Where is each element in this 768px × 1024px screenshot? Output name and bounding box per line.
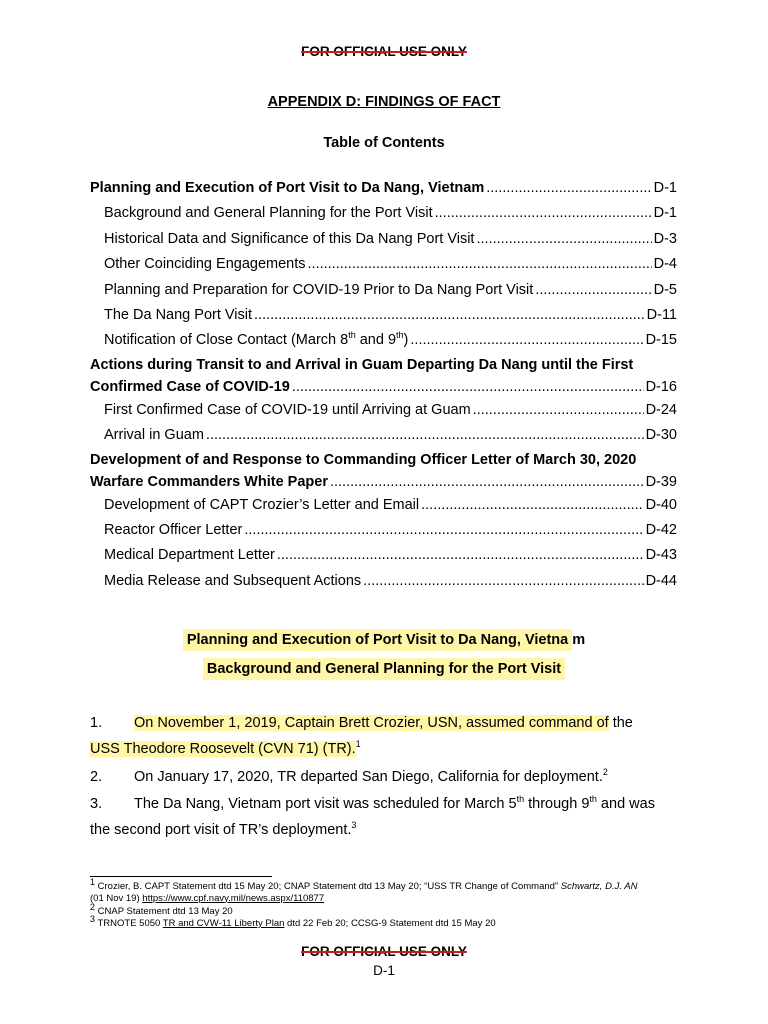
toc-entry-page: D-44 <box>645 572 677 589</box>
paragraph-text: The Da Nang, Vietnam port visit was scheduled for March 5 <box>134 796 517 812</box>
toc-label-part: and 9 <box>355 332 397 349</box>
toc-entry-label: Development of and Response to Commanding Officer Letter of March 30, 2020 <box>90 451 637 468</box>
toc-entry-label: Actions during Transit to and Arrival in Guam Departing Da Nang until the First <box>90 356 634 373</box>
toc-entry-page: D-11 <box>646 306 677 323</box>
footnote-text: Crozier, B. CAPT Statement dtd 15 May 20; CNAP Statement dtd 13 May 20; “USS TR Change of Command” <box>95 881 561 892</box>
page-number: D-1 <box>373 963 395 978</box>
toc-entry-label: Planning and Preparation for COVID-19 Prior to Da Nang Port Visit <box>104 281 534 298</box>
toc-entry[interactable] <box>90 493 677 518</box>
superscript: th <box>348 330 356 341</box>
paragraph-text: through 9 <box>524 796 590 812</box>
footnote-ref[interactable]: 2 <box>602 767 608 778</box>
toc-entry-page: D-3 <box>653 230 677 247</box>
toc-entry-page: D-24 <box>645 401 677 418</box>
superscript: th <box>396 330 404 341</box>
footnote-number: 3 <box>90 913 96 924</box>
toc-entry[interactable] <box>90 278 677 303</box>
paragraph-number: 3. <box>90 796 103 812</box>
toc-entry-label <box>104 328 408 353</box>
toc-entry[interactable] <box>90 201 677 226</box>
paragraph-text: the second port visit of TR’s deployment. <box>90 822 352 838</box>
footnote-2 <box>90 901 650 918</box>
paragraph-3 <box>90 791 680 843</box>
toc-entry-page: D-43 <box>645 547 677 564</box>
footnote-text: TRNOTE 5050 <box>95 918 163 929</box>
paragraph-2 <box>90 764 680 790</box>
paragraph-number: 2. <box>90 769 103 785</box>
footnote-italic: Schwartz, D.J. AN <box>560 881 638 892</box>
toc-entry-page: D-39 <box>645 473 677 490</box>
paragraph-text: On January 17, 2020, TR departed San Diego, California for deployment. <box>134 769 603 785</box>
toc-entry-label: Development of CAPT Crozier’s Letter and Email <box>104 496 420 513</box>
toc-entry-page: D-16 <box>645 378 677 395</box>
superscript: th <box>589 794 597 805</box>
footnote-divider <box>90 876 272 877</box>
paragraph-number: 1. <box>90 715 103 731</box>
toc-entry-page: D-40 <box>645 496 677 513</box>
footnote-ref[interactable]: 3 <box>351 820 357 831</box>
toc-entry-label: Reactor Officer Letter <box>104 521 243 538</box>
toc-entry[interactable] <box>90 303 677 328</box>
toc-entry-label: Historical Data and Significance of this Da Nang Port Visit <box>104 230 475 247</box>
footnote-1 <box>90 876 650 904</box>
toc-entry-label: First Confirmed Case of COVID-19 until Arriving at Guam <box>104 401 471 418</box>
toc-entry-label: The Da Nang Port Visit <box>104 306 253 323</box>
toc-entry[interactable] <box>90 449 677 493</box>
toc-label-part: ) <box>403 332 409 349</box>
toc-entry-label: Media Release and Subsequent Actions <box>104 572 362 589</box>
toc-entry[interactable] <box>90 518 677 543</box>
toc-entry-page: D-1 <box>653 205 677 222</box>
footnote-ref[interactable]: 1 <box>355 739 361 750</box>
marking-text: FOR OFFICIAL USE ONLY <box>301 44 467 59</box>
toc-title: Table of Contents <box>323 135 445 151</box>
section-heading <box>0 632 768 648</box>
footnote-text: dtd 22 Feb 20; CCSG-9 Statement dtd 15 May 20 <box>284 918 496 929</box>
toc-entry-label: Warfare Commanders White Paper <box>90 473 328 490</box>
toc-entry-label: Planning and Execution of Port Visit to Da Nang, Vietnam <box>90 179 485 196</box>
toc-entry-label: Confirmed Case of COVID-19 <box>90 378 290 395</box>
toc-entry[interactable] <box>90 354 677 398</box>
toc-entry[interactable] <box>90 398 677 423</box>
highlighted-heading <box>183 629 572 651</box>
toc-entry[interactable] <box>90 543 677 568</box>
classification-marking-top <box>0 44 768 59</box>
highlighted-text: On November 1, 2019, Captain Brett Crozier, USN, assumed command of <box>134 715 609 731</box>
paragraph-text: the <box>608 715 633 731</box>
footnote-link[interactable]: https://www.cpf.navy.mil/news.aspx/110877 <box>142 892 325 904</box>
toc-entry-label: Medical Department Letter <box>104 547 275 564</box>
paragraph-1 <box>90 710 680 762</box>
toc-entry[interactable] <box>90 252 677 277</box>
paragraph-text: and was <box>596 796 655 812</box>
toc-entry-page: D-15 <box>645 332 677 349</box>
heading-text: Planning and Execution of Port Visit to Da Nang, Vietna <box>186 632 569 648</box>
heading-text-tail: m <box>572 632 586 648</box>
classification-marking-bottom <box>0 944 768 959</box>
toc-entry-page: D-5 <box>653 281 677 298</box>
toc-entry[interactable] <box>90 423 677 448</box>
toc-entry-label: Other Coinciding Engagements <box>104 256 306 273</box>
toc-entry-label: Arrival in Guam <box>104 427 204 444</box>
appendix-title: APPENDIX D: FINDINGS OF FACT <box>267 94 501 110</box>
footnote-text: CNAP Statement dtd 13 May 20 <box>95 906 233 917</box>
footnote-text: (01 Nov 19) <box>90 892 143 904</box>
toc-entry-label: Background and General Planning for the Port Visit <box>104 205 433 222</box>
toc-entry-page: D-42 <box>645 521 677 538</box>
toc-entry-page: D-30 <box>645 427 677 444</box>
subsection-heading <box>0 661 768 677</box>
toc-entry-page: D-4 <box>653 256 677 273</box>
toc-label-part: Notification of Close Contact (March 8 <box>104 332 349 349</box>
table-of-contents <box>90 176 677 594</box>
footnote-underlined: TR and CVW-11 Liberty Plan <box>162 918 285 929</box>
toc-entry[interactable] <box>90 328 677 353</box>
toc-entry[interactable] <box>90 227 677 252</box>
toc-entry-page: D-1 <box>653 179 677 196</box>
footnote-number: 1 <box>90 876 96 887</box>
highlighted-subheading: Background and General Planning for the Port Visit <box>203 658 565 680</box>
footnote-number: 2 <box>90 901 96 912</box>
toc-entry[interactable] <box>90 176 677 201</box>
superscript: th <box>516 794 525 805</box>
marking-text: FOR OFFICIAL USE ONLY <box>301 944 467 959</box>
toc-entry[interactable] <box>90 569 677 594</box>
highlighted-text: USS Theodore Roosevelt (CVN 71) (TR). <box>90 741 356 757</box>
footnote-3 <box>90 913 650 930</box>
